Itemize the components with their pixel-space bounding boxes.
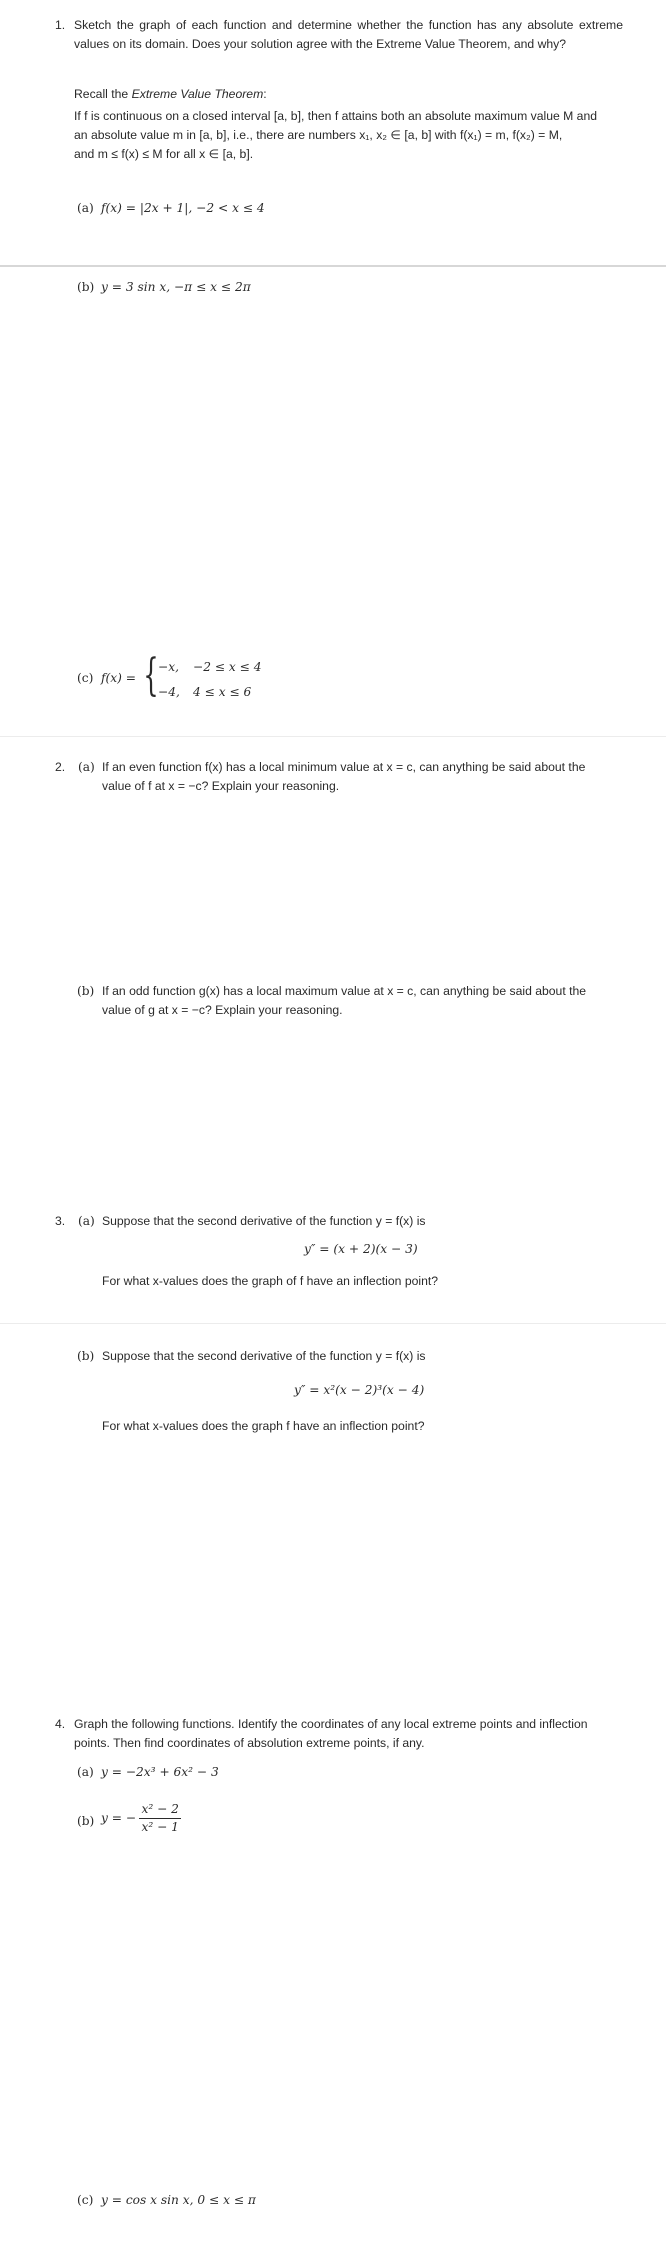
- part-4b-label: (b): [77, 1814, 95, 1828]
- part-1b-label: (b): [77, 280, 95, 294]
- part-2a-label: (a): [78, 760, 95, 774]
- part-3b-question: For what x-values does the graph f have an inflection point?: [102, 1419, 425, 1433]
- part-2b-label: (b): [77, 984, 95, 998]
- theorem-name: Extreme Value Theorem: [131, 87, 264, 101]
- problem-3-number: 3.: [55, 1214, 66, 1228]
- part-2b-line-1: If an odd function g(x) has a local maximum value at x = c, can anything be said about the: [102, 984, 587, 998]
- part-1c-label: (c): [77, 671, 94, 685]
- evt-line-1: If f is continuous on a closed interval [a, b], then f attains both an absolute maximum value M and: [74, 109, 598, 123]
- part-2a-line-1: If an even function f(x) has a local minimum value at x = c, can anything be said about the: [102, 760, 586, 774]
- part-2a-line-2: value of f at x = −c? Explain your reasoning.: [102, 779, 340, 793]
- part-1a-expression: f(x) = |2x + 1|, −2 < x ≤ 4: [101, 201, 265, 215]
- problem-4-number: 4.: [55, 1717, 66, 1731]
- part-1a-label: (a): [77, 201, 94, 215]
- problem-1-prompt: Sketch the graph of each function and determine whether the function has any absolute extreme values on its domain. Does your solution agree with the Extreme Value Theorem, and why?: [74, 18, 623, 51]
- part-4b-fraction: [139, 1801, 180, 1836]
- part-3b-text: Suppose that the second derivative of the function y = f(x) is: [102, 1349, 426, 1363]
- part-4a-expression: y = −2x³ + 6x² − 3: [101, 1765, 219, 1779]
- problem-2-number: 2.: [55, 760, 66, 774]
- fraction-denominator: x² − 1: [141, 1820, 179, 1834]
- case-2-condition: 4 ≤ x ≤ 6: [193, 685, 252, 699]
- fraction-numerator: x² − 2: [139, 1801, 180, 1819]
- page-divider: [0, 265, 666, 267]
- problem-4-line-2: points. Then find coordinates of absolution extreme points, if any.: [74, 1736, 425, 1750]
- part-3b-label: (b): [77, 1349, 95, 1363]
- part-3b-equation: y″ = x²(x − 2)³(x − 4): [294, 1383, 425, 1397]
- part-4b-expression: [101, 1801, 181, 1836]
- section-divider: [0, 736, 666, 737]
- part-3a-question: For what x-values does the graph of f have an inflection point?: [102, 1274, 439, 1288]
- recall-suffix: :: [263, 87, 267, 101]
- recall-line: [74, 85, 267, 104]
- part-3a-equation: y″ = (x + 2)(x − 3): [304, 1242, 418, 1256]
- part-divider: [0, 1323, 666, 1324]
- problem-1-number: 1.: [55, 18, 66, 32]
- case-1-condition: −2 ≤ x ≤ 4: [193, 660, 262, 674]
- part-2b-text: [102, 982, 625, 1020]
- case-1-expression: −x,: [158, 660, 179, 674]
- part-2a-text: [102, 758, 625, 796]
- recall-prefix: Recall the: [74, 87, 132, 101]
- part-4b-lhs: y = −: [101, 1811, 137, 1825]
- piecewise-brace: {: [143, 650, 159, 701]
- part-1b-expression: y = 3 sin x, −π ≤ x ≤ 2π: [101, 280, 251, 294]
- case-2-expression: −4,: [158, 685, 180, 699]
- part-3a-text: Suppose that the second derivative of the function y = f(x) is: [102, 1214, 426, 1228]
- part-4a-label: (a): [77, 1765, 94, 1779]
- part-3a-label: (a): [78, 1214, 95, 1228]
- part-4c-label: (c): [77, 2193, 94, 2207]
- part-2b-line-2: value of g at x = −c? Explain your reasoning.: [102, 1003, 343, 1017]
- problem-4-prompt: [74, 1715, 625, 1753]
- evt-statement: [74, 107, 623, 164]
- part-1c-lhs: f(x) =: [101, 671, 136, 685]
- part-4c-expression: y = cos x sin x, 0 ≤ x ≤ π: [101, 2193, 256, 2207]
- evt-line-2: an absolute value m in [a, b], i.e., there are numbers x₁, x₂ ∈ [a, b] with f(x₁) = m, f(x₂) = M,: [74, 128, 563, 142]
- problem-4-line-1: Graph the following functions. Identify the coordinates of any local extreme points and inflection: [74, 1717, 588, 1731]
- evt-line-3: and m ≤ f(x) ≤ M for all x ∈ [a, b].: [74, 147, 254, 161]
